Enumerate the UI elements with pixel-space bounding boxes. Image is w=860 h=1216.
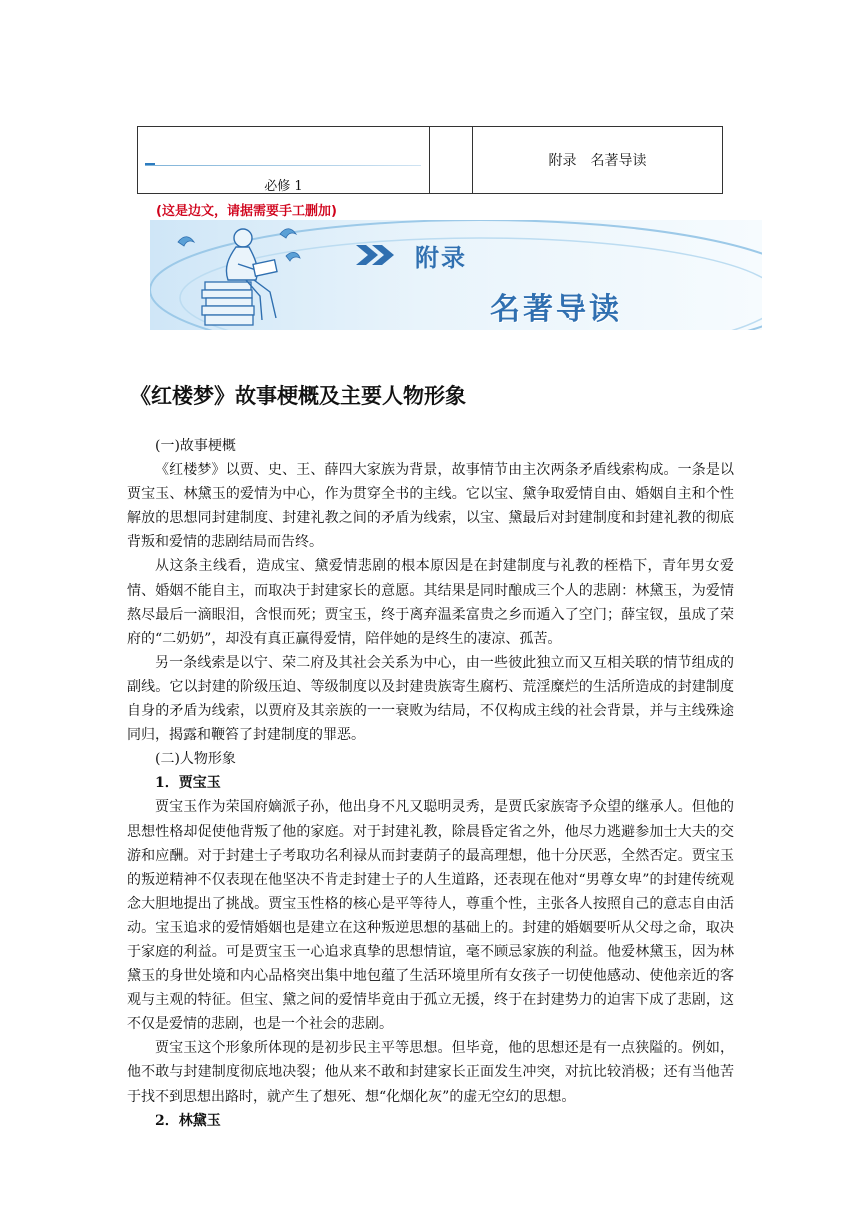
paragraph: 贾宝玉这个形象所体现的是初步民主平等思想。但毕竟，他的思想还是有一点狭隘的。例如，他不敢与封建制度彻底地决裂；他从来不敢和封建家长正面发生冲突，对抗比较消极；还有当他苦于找不到思想出路时，就产生了想死、想“化烟化灰”的虚无空幻的思想。 (127, 1040, 734, 1105)
book-stack-icon (202, 282, 254, 325)
header-section-label: 附录 名著导读 (548, 153, 647, 169)
section-heading: (一)故事梗概 (155, 438, 236, 454)
header-book-label: 必修 1 (264, 179, 303, 194)
paragraph: 《红楼梦》以贾、史、王、薛四大家族为背景，故事情节由主次两条矛盾线索构成。一条是以贾宝玉、林黛玉的爱情为中心，作为贯穿全书的主线。它以宝、黛争取爱情自由、婚姻自主和个性解放的思想同封建制度、封建礼教之间的矛盾为线索，以宝、黛最后对封建制度和封建礼教的彻底背叛和爱情的悲剧结局而告终。 (127, 462, 734, 551)
paragraph: 另一条线索是以宁、荣二府及其社会关系为中心，由一些彼此独立而又互相关联的情节组成的副线。它以封建的阶级压迫、等级制度以及封建贵族寄生腐朽、荒淫糜烂的生活所造成的封建制度自身的矛盾为线索，以贾府及其亲族的一一衰败为结局，不仅构成主线的社会背景，并与主线殊途同归，揭露和鞭笞了封建制度的罪恶。 (127, 654, 734, 744)
header-left-cell (138, 127, 430, 193)
subsection-heading: 1．贾宝玉 (155, 775, 221, 792)
banner-title-appendix: 附录 (415, 244, 467, 272)
article-title: 《红楼梦》故事梗概及主要人物形象 (130, 384, 466, 408)
header-middle-cell (430, 127, 473, 193)
subsection-heading: 2．林黛玉 (155, 1112, 221, 1129)
header-rule (145, 165, 421, 166)
paragraph: 从这条主线看，造成宝、黛爱情悲剧的根本原因是在封建制度与礼教的桎梏下，青年男女爱情、婚姻不能自主，而取决于封建家长的意愿。其结果是同时酿成三个人的悲剧：林黛玉，为爱情熬尽最后一滴眼泪，含恨而死；贾宝玉，终于离弃温柔富贵之乡而遁入了空门；薛宝钗，虽成了荣府的“二奶奶”，却没有真正赢得爱情，陪伴她的是终生的凄凉、孤苦。 (127, 558, 734, 647)
section-heading: (二)人物形象 (155, 751, 236, 768)
section-banner (150, 220, 762, 330)
margin-note: (这是边文，请据需要手工删加) (156, 204, 337, 219)
paragraph: 贾宝玉作为荣国府嫡派子孙，他出身不凡又聪明灵秀，是贾氏家族寄予众望的继承人。但他的思想性格却促使他背叛了他的家庭。对于封建礼教，除晨昏定省之外，他尽力逃避参加士大夫的交游和应酬。对于封建士子考取功名利禄从而封妻荫子的最高理想，他十分厌恶，全然否定。贾宝玉的叛逆精神不仅表现在他坚决不肯走封建士子的人生道路，还表现在他对“男尊女卑”的封建传统观念大胆地提出了挑战。贾宝玉性格的核心是平等待人，尊重个性，主张各人按照自己的意志自由活动。宝玉追求的爱情婚姻也是建立在这种叛逆思想的基础上的。封建的婚姻要听从父母之命，取决于家庭的利益。可是贾宝玉一心追求真挚的思想情谊，毫不顾忌家族的利益。他爱林黛玉，因为林黛玉的身世处境和内心品格突出集中地包蕴了生活环境里所有女孩子一切使他感动、使他亲近的客观与主观的特征。但宝、黛之间的爱情毕竟由于孤立无援，终于在封建势力的迫害下成了悲剧，这不仅是爱情的悲剧，也是一个社会的悲剧。 (127, 799, 734, 1033)
banner-illustration (150, 220, 762, 330)
page-header-table (137, 126, 723, 194)
banner-title-classics: 名著导读 (490, 292, 622, 327)
article-body (127, 434, 734, 1133)
